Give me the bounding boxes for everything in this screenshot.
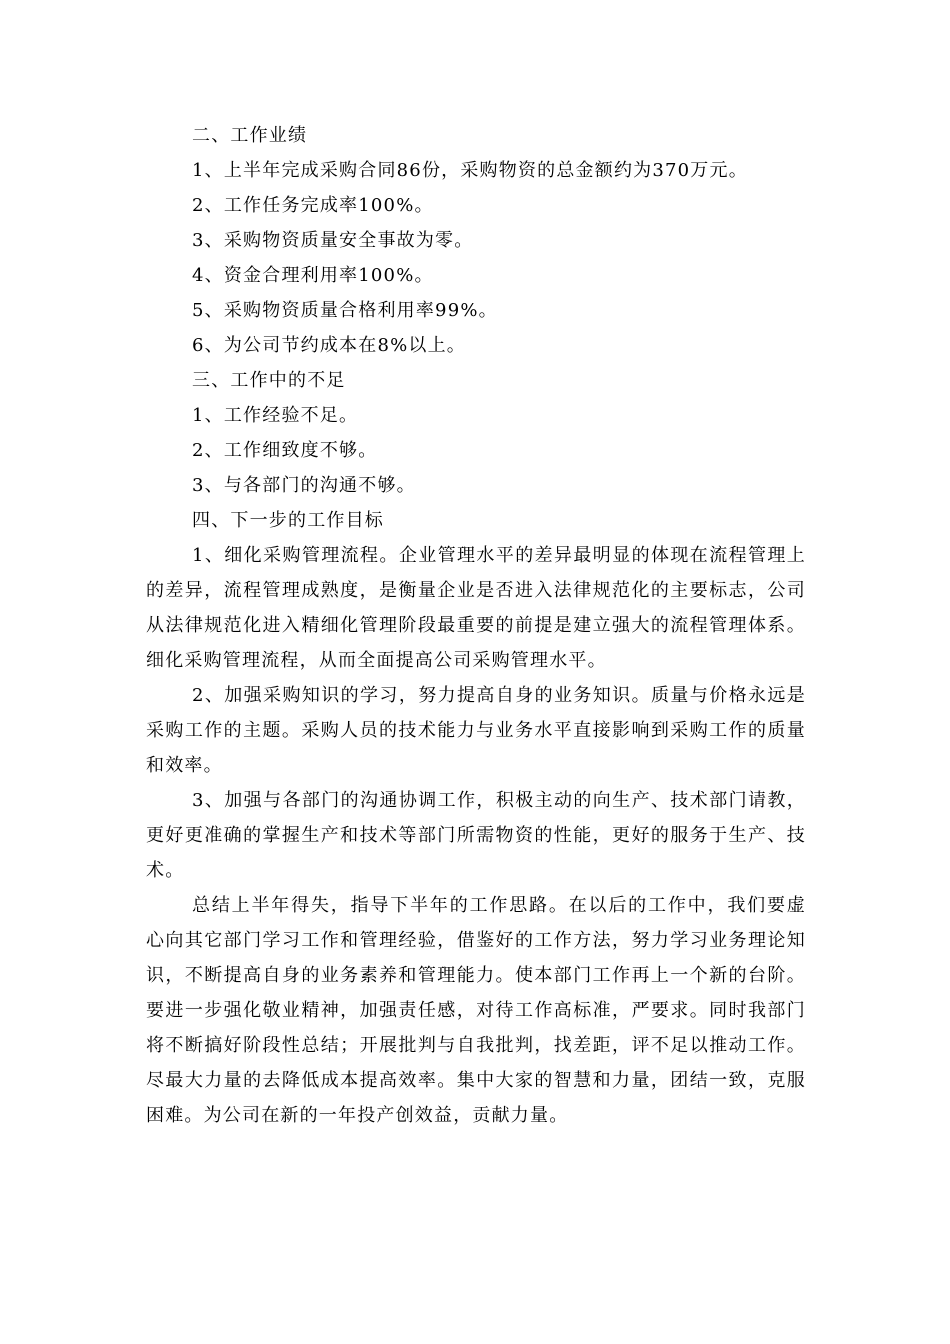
list-item: 6、为公司节约成本在8%以上。: [192, 335, 467, 356]
list-item: 4、资金合理利用率100%。: [192, 265, 434, 286]
section-heading-shortcomings: 三、工作中的不足: [192, 370, 346, 391]
list-item: 1、工作经验不足。: [192, 405, 359, 426]
list-item: 5、采购物资质量合格利用率99%。: [192, 300, 498, 321]
paragraph-goal-2: 2、加强采购知识的学习，努力提高自身的业务知识。质量与价格永远是采购工作的主题。采购人员的技术能力与业务水平直接影响到采购工作的质量和效率。: [146, 685, 806, 776]
paragraph-goal-3: 3、加强与各部门的沟通协调工作，积极主动的向生产、技术部门请教，更好更准确的掌握生产和技术等部门所需物资的性能，更好的服务于生产、技术。: [146, 790, 806, 881]
list-item: 1、上半年完成采购合同86份，采购物资的总金额约为370万元。: [192, 160, 748, 181]
paragraph-goal-1: 1、细化采购管理流程。企业管理水平的差异最明显的体现在流程管理上的差异，流程管理成熟度，是衡量企业是否进入法律规范化的主要标志，公司从法律规范化进入精细化管理阶段最重要的前提是建立强大的流程管理体系。细化采购管理流程，从而全面提高公司采购管理水平。: [146, 545, 806, 671]
list-item: 2、工作细致度不够。: [192, 440, 378, 461]
list-item: 3、与各部门的沟通不够。: [192, 475, 416, 496]
document-body: [146, 118, 806, 1133]
section-heading-next-goals: 四、下一步的工作目标: [192, 510, 384, 531]
list-item: 2、工作任务完成率100%。: [192, 195, 434, 216]
section-heading-achievements: 二、工作业绩: [192, 125, 308, 146]
list-item: 3、采购物资质量安全事故为零。: [192, 230, 474, 251]
paragraph-summary: 总结上半年得失，指导下半年的工作思路。在以后的工作中，我们要虚心向其它部门学习工作和管理经验，借鉴好的工作方法，努力学习业务理论知识，不断提高自身的业务素养和管理能力。使本部门工作再上一个新的台阶。要进一步强化敬业精神，加强责任感，对待工作高标准，严要求。同时我部门将不断搞好阶段性总结；开展批判与自我批判，找差距，评不足以推动工作。尽最大力量的去降低成本提高效率。集中大家的智慧和力量，团结一致，克服困难。为公司在新的一年投产创效益，贡献力量。: [146, 895, 806, 1126]
